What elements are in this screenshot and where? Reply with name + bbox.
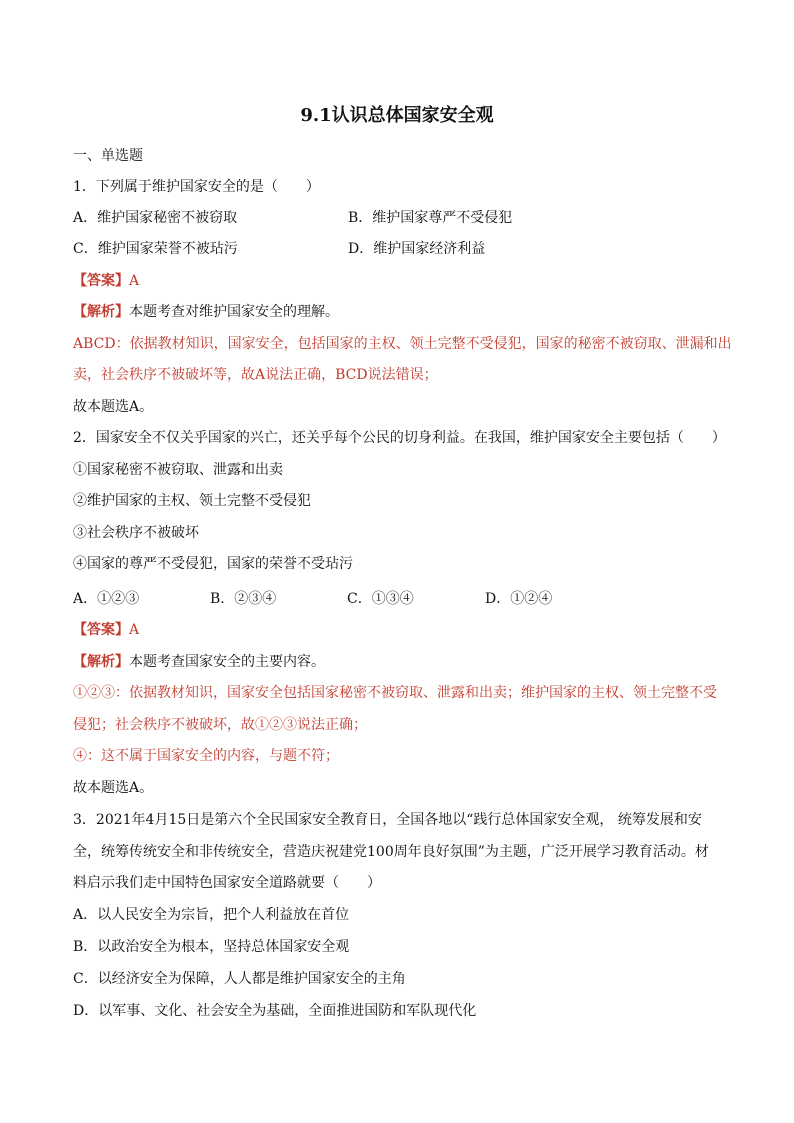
- answer-value: A: [129, 273, 140, 289]
- analysis-label: 【解析】: [73, 304, 129, 320]
- answer-label: 【答案】: [73, 622, 129, 638]
- question-2-option-d: D．①②④: [485, 591, 553, 607]
- question-2-stem: 2．国家安全不仅关乎国家的兴亡，还关乎每个公民的切身利益。在我国，维护国家安全主要包括（ ）: [73, 430, 726, 446]
- question-1-option-c: C．维护国家荣誉不被玷污: [73, 241, 238, 257]
- section-heading: 一、单选题: [73, 148, 143, 164]
- answer-label: 【答案】: [73, 273, 129, 289]
- question-2-analysis-line-2: 侵犯；社会秩序不被破坏，故①②③说法正确；: [73, 717, 367, 733]
- question-3-option-a: A．以人民安全为宗旨，把个人利益放在首位: [73, 907, 350, 923]
- question-2-item-4: ④国家的尊严不受侵犯，国家的荣誉不受玷污: [73, 556, 353, 572]
- question-2-item-1: ①国家秘密不被窃取、泄露和出卖: [73, 462, 283, 478]
- analysis-intro: 本题考查国家安全的主要内容。: [129, 654, 325, 670]
- question-2-option-a: A．①②③: [73, 591, 140, 607]
- question-2-conclusion: 故本题选A。: [73, 780, 154, 796]
- question-2-analysis: [73, 652, 723, 672]
- question-2-item-3: ③社会秩序不被破坏: [73, 525, 199, 541]
- question-3-stem-line-2: 全，统筹传统安全和非传统安全，营造庆祝建党100周年良好氛围”为主题，广泛开展学习教育活动。材: [73, 844, 709, 860]
- question-3-stem-line-3: 料启示我们走中国特色国家安全道路就要（ ）: [73, 875, 381, 891]
- question-2-option-c: C．①③④: [347, 591, 414, 607]
- question-1-analysis-line-2: 卖，社会秩序不被破坏等，故A说法正确，BCD说法错误；: [73, 367, 438, 383]
- question-1-answer: [73, 271, 723, 291]
- question-1-analysis-line-1: ABCD：依据教材知识，国家安全，包括国家的主权、领土完整不受侵犯，国家的秘密不被窃取、泄漏和出: [73, 336, 732, 352]
- question-2-analysis-line-3: ④：这不属于国家安全的内容，与题不符；: [73, 748, 339, 764]
- answer-value: A: [129, 622, 140, 638]
- analysis-label: 【解析】: [73, 654, 129, 670]
- question-1-option-d: D．维护国家经济利益: [348, 241, 486, 257]
- page-title: 9.1认识总体国家安全观: [300, 105, 494, 126]
- question-2-answer: [73, 620, 723, 640]
- question-3-option-d: D．以军事、文化、社会安全为基础，全面推进国防和军队现代化: [73, 1003, 477, 1019]
- question-1-analysis: [73, 302, 723, 322]
- question-1-option-b: B．维护国家尊严不受侵犯: [348, 210, 513, 226]
- question-3-stem-line-1: 3．2021年4月15日是第六个全民国家安全教育日，全国各地以“践行总体国家安全观， 统筹发展和安: [73, 812, 702, 828]
- question-3-option-c: C．以经济安全为保障，人人都是维护国家安全的主角: [73, 971, 406, 987]
- question-2-option-b: B．②③④: [210, 591, 277, 607]
- question-1-stem: 1．下列属于维护国家安全的是（ ）: [73, 179, 320, 195]
- question-2-item-2: ②维护国家的主权、领土完整不受侵犯: [73, 493, 311, 509]
- question-1-conclusion: 故本题选A。: [73, 399, 154, 415]
- question-1-option-a: A．维护国家秘密不被窃取: [73, 210, 238, 226]
- question-2-analysis-line-1: ①②③：依据教材知识，国家安全包括国家秘密不被窃取、泄露和出卖；维护国家的主权、领土完整不受: [73, 685, 717, 701]
- analysis-intro: 本题考查对维护国家安全的理解。: [129, 304, 339, 320]
- question-3-option-b: B．以政治安全为根本，坚持总体国家安全观: [73, 939, 350, 955]
